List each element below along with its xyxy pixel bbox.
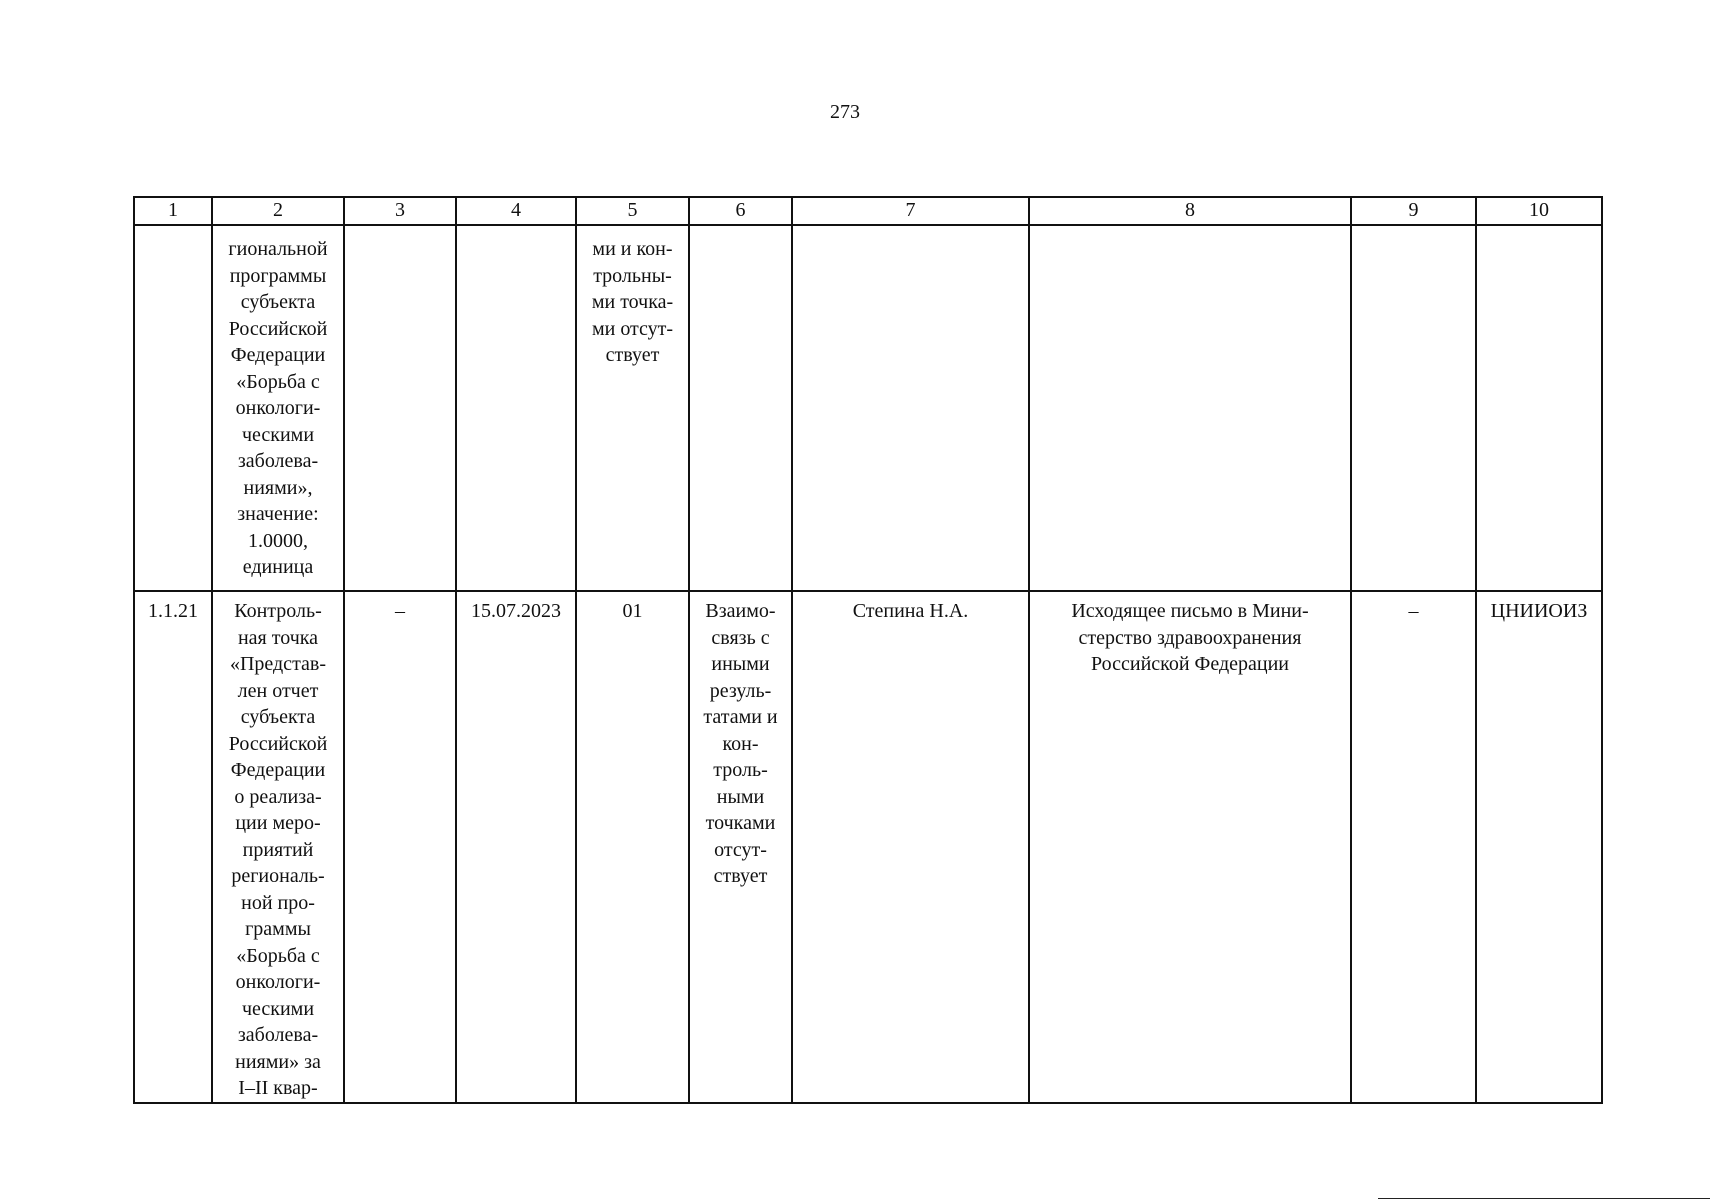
cell-text: Степина Н.А. [852, 600, 969, 622]
footer-rule [1378, 1198, 1710, 1199]
cell-text: Контроль- ная точка «Представ- лен отчет субъекта Российской Федерации о реализа- ции меро- приятий региональ- ной про- граммы «Борьба с онкологи- ческими заболева- ниями» за I–II квар- [228, 600, 328, 1099]
table-cell [689, 225, 792, 591]
table-cell [1351, 225, 1476, 591]
column-header: 6 [689, 197, 792, 225]
cell-text: 15.07.2023 [471, 600, 561, 622]
table-cell-responsible [792, 591, 1029, 1103]
cell-text: 01 [622, 600, 643, 622]
cell-text: – [1408, 600, 1419, 622]
table-cell [576, 225, 689, 591]
column-header: 5 [576, 197, 689, 225]
table-cell [1351, 591, 1476, 1103]
table-cell [344, 225, 456, 591]
column-header: 2 [212, 197, 344, 225]
table-cell-document [1029, 225, 1351, 591]
table-cell [344, 591, 456, 1103]
table-cell-name [212, 225, 344, 591]
table-header-row [134, 197, 1602, 225]
column-header: 4 [456, 197, 576, 225]
table-cell-number [134, 225, 212, 591]
column-header: 8 [1029, 197, 1351, 225]
cell-text: гиональной программы субъекта Российской Федерации «Борьба с онкологи- ческими заболева- ниями», значение: 1.0000, единица [228, 238, 328, 578]
column-header: 3 [344, 197, 456, 225]
column-header: 7 [792, 197, 1029, 225]
table-row [134, 591, 1602, 1103]
column-header: 10 [1476, 197, 1602, 225]
table-cell-document [1029, 591, 1351, 1103]
table-cell-organization [1476, 225, 1602, 591]
cell-text: Взаимо- связь с иными резуль- татами и кон- троль- ными точками отсут- ствует [703, 600, 778, 887]
cell-text: – [395, 600, 405, 622]
table-cell [689, 591, 792, 1103]
column-header: 1 [134, 197, 212, 225]
table-cell-date [456, 225, 576, 591]
table-row [134, 225, 1602, 591]
table-cell-responsible [792, 225, 1029, 591]
cell-text: Исходящее письмо в Мини- стерство здравоохранения Российской Федерации [1071, 600, 1309, 675]
table-cell-name [212, 591, 344, 1103]
column-header: 9 [1351, 197, 1476, 225]
cell-text: 1.1.21 [148, 600, 198, 622]
document-table [133, 196, 1603, 1104]
table-cell [576, 591, 689, 1103]
table-cell-number [134, 591, 212, 1103]
cell-text: ЦНИИОИЗ [1490, 600, 1588, 622]
table-cell-organization [1476, 591, 1602, 1103]
table-cell-date [456, 591, 576, 1103]
cell-text: ми и кон- трольны- ми точка- ми отсут- ствует [591, 238, 674, 366]
page-number: 273 [830, 101, 860, 123]
